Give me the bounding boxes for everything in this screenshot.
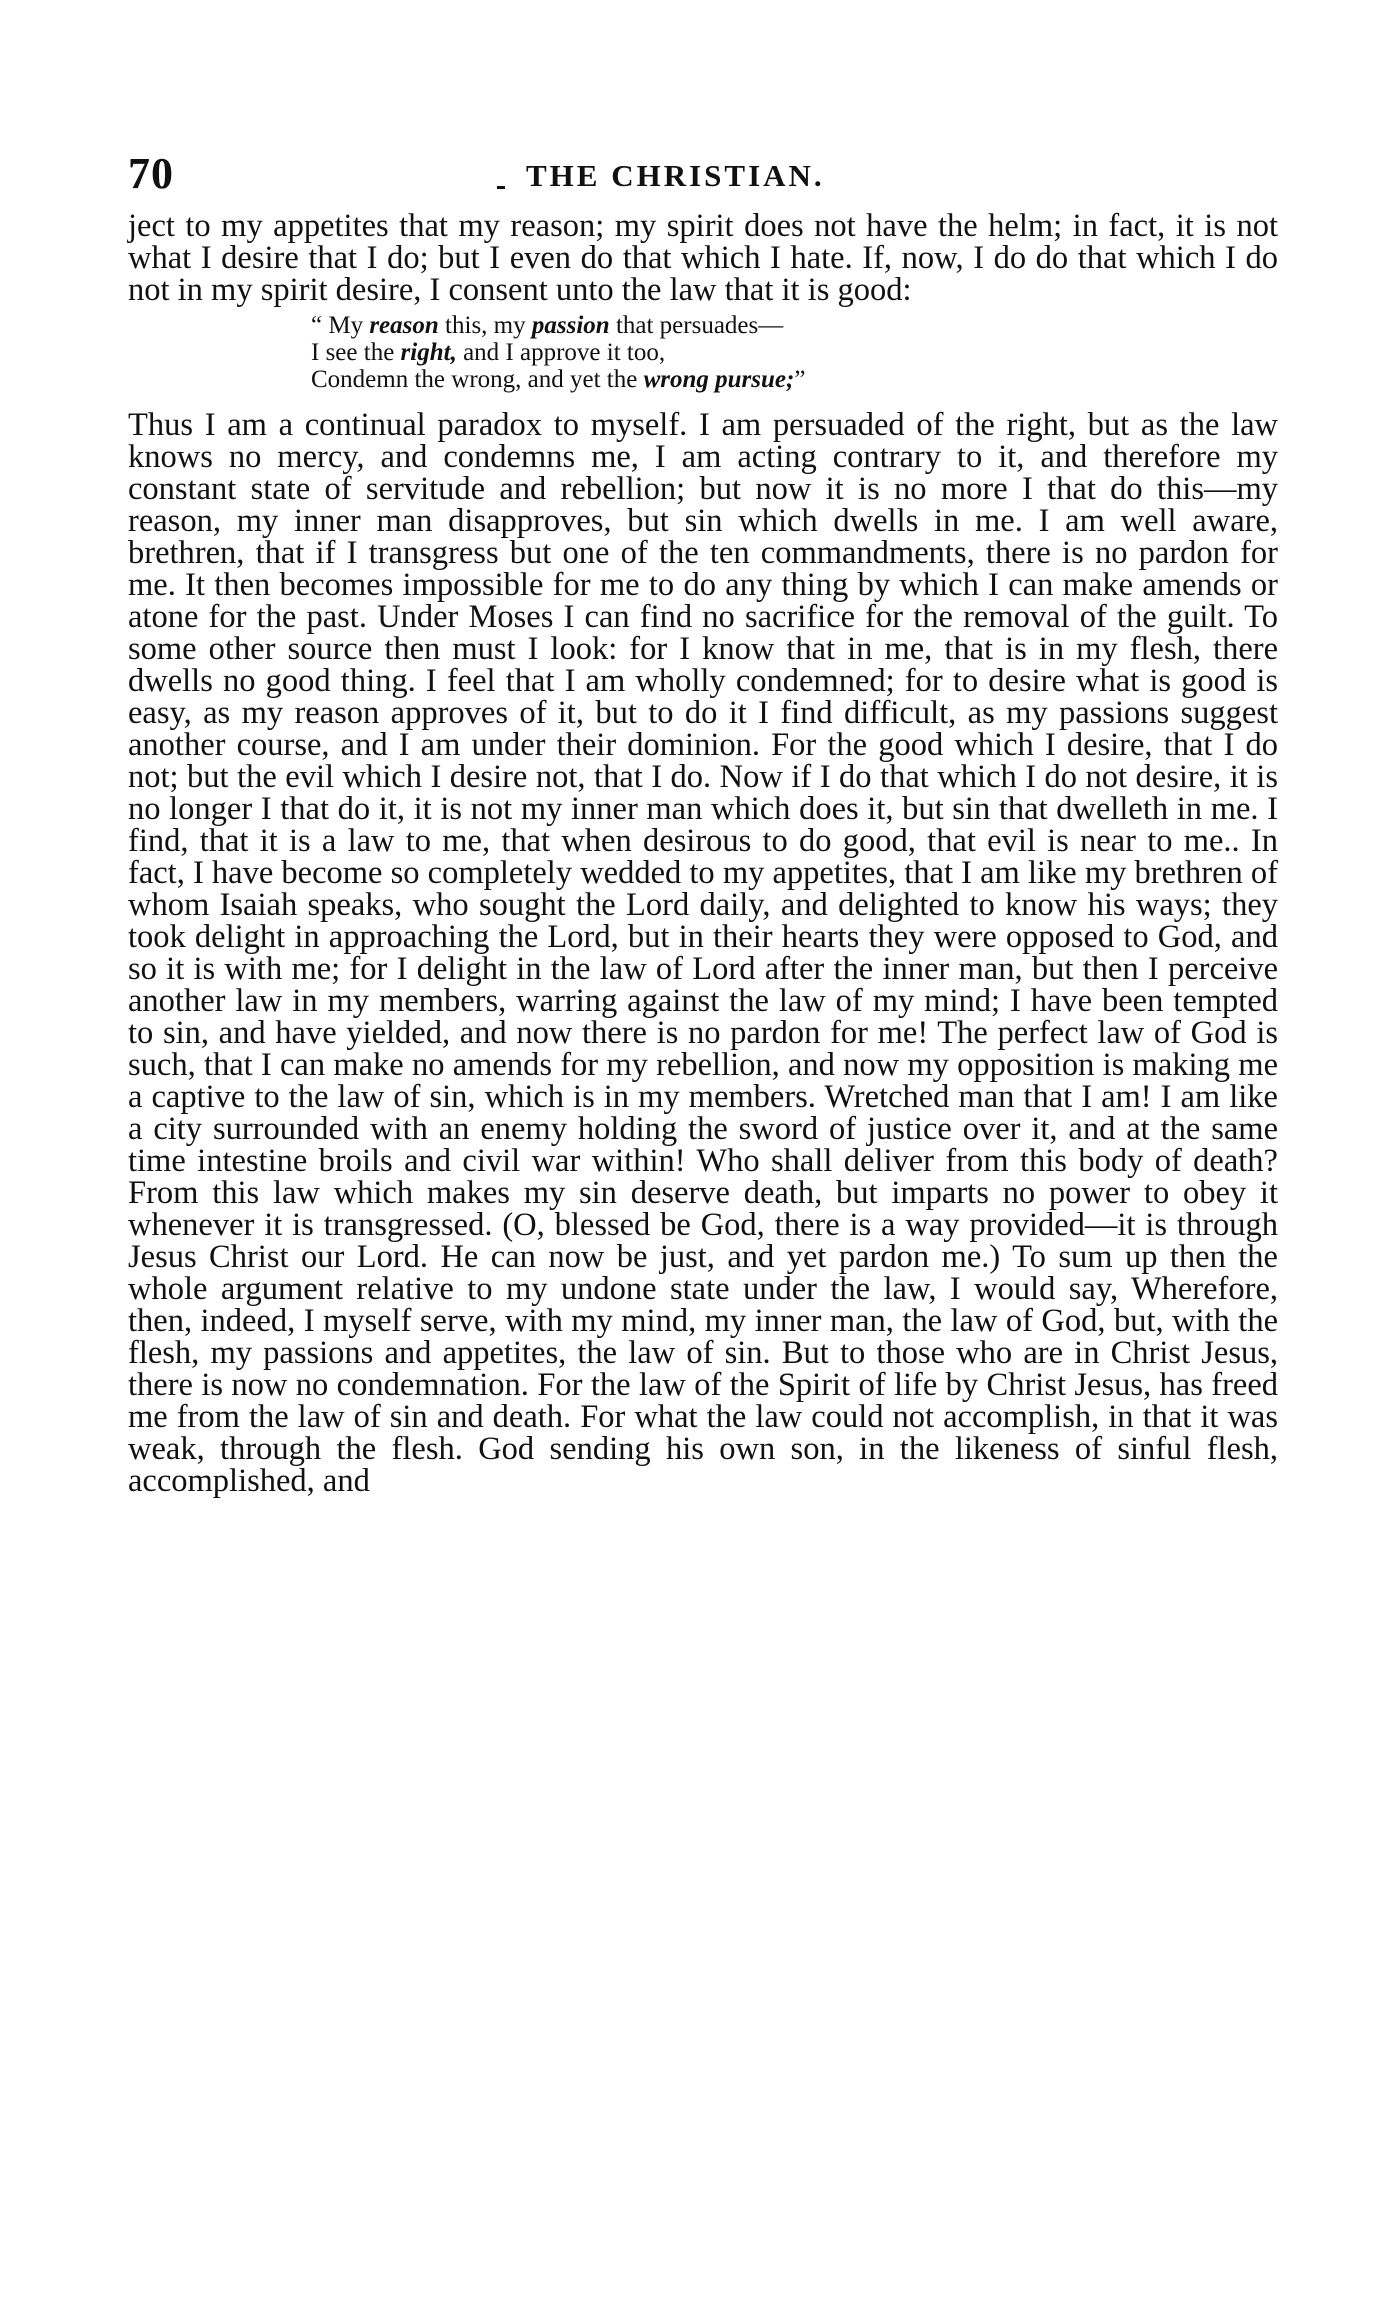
poem-line-1	[311, 312, 1278, 339]
paragraph-2: Thus I am a continual paradox to myself. I am persuaded of the right, but as the law knows no mercy, and condemns me, I am acting contrary to it, and therefore my constant state of servitude and rebellion; but now it is no more I that do this—my reason, my inner man disapproves, but sin which dwells in me. I am well aware, brethren, that if I transgress but one of the ten commandments, there is no pardon for me. It then becomes impossible for me to do any thing by which I can make amends or atone for the past. Under Moses I can find no sacrifice for the removal of the guilt. To some other source then must I look: for I know that in me, that is in my flesh, there dwells no good thing. I feel that I am wholly condemned; for to desire what is good is easy, as my reason approves of it, but to do it I find difficult, as my passions suggest another course, and I am under their dominion. For the good which I desire, that I do not; but the evil which I desire not, that I do. Now if I do that which I do not desire, it is no longer I that do it, it is not my inner man which does it, but sin that dwelleth in me. I find, that it is a law to me, that when desirous to do good, that evil is near to me.. In fact, I have become so completely wedded to my appetites, that I am like my brethren of whom Isaiah speaks, who sought the Lord daily, and delighted to know his ways; they took delight in approaching the Lord, but in their hearts they were opposed to God, and so it is with me; for I delight in the law of Lord after the inner man, but then I perceive another law in my members, warring against the law of my mind; I have been tempted to sin, and have yielded, and now there is no pardon for me! The perfect law of God is such, that I can make no amends for my rebellion, and now my opposition is making me a captive to the law of sin, which is in my members. Wretched man that I am! I am like a city surrounded with an enemy holding the sword of justice over it, and at the same time intestine broils and civil war within! Who shall deliver from this body of death? From this law which makes my sin deserve death, but imparts no power to obey it whenever it is transgressed. (O, blessed be God, there is a way provided—it is through Jesus Christ our Lord. He can now be just, and yet pardon me.) To sum up then the whole argument relative to my undone state under the law, I would say, Wherefore, then, indeed, I myself serve, with my mind, my inner man, the law of God, but, with the flesh, my passions and appetites, the law of sin. But to those who are in Christ Jesus, there is now no condemnation. For the law of the Spirit of life by Christ Jesus, has freed me from the law of sin and death. For what the law could not accomplish, in that it was weak, through the flesh. God sending his own son, in the likeness of sinful flesh, accomplished, and	[128, 407, 1278, 1499]
running-head: THE CHRISTIAN.	[526, 158, 825, 193]
poem-line-1-open: “ My	[311, 312, 370, 339]
poem-quotation	[311, 312, 1278, 393]
poem-line-2-end: and I approve it too,	[456, 339, 666, 366]
poem-line-2	[311, 339, 1278, 366]
header-dash	[497, 186, 505, 189]
poem-line-1-end: that persuades—	[609, 312, 784, 339]
poem-line-1-word-2: passion	[531, 312, 610, 339]
poem-line-3-start: Condemn the wrong, and yet the	[311, 366, 644, 393]
poem-line-3-word: wrong pursue;	[643, 366, 795, 393]
body-text	[128, 210, 1278, 1497]
page-header	[128, 148, 1278, 208]
poem-line-3	[311, 366, 1278, 393]
paragraph-1: ject to my appetites that my reason; my spirit does not have the helm; in fact, it is not what I desire that I do; but I even do that which I hate. If, now, I do do that which I do not in my spirit desire, I consent unto the law that it is good:	[128, 208, 1278, 308]
page-number: 70	[128, 149, 174, 198]
poem-line-3-end: ”	[794, 366, 806, 393]
poem-line-1-word-1: reason	[369, 312, 439, 339]
poem-line-1-mid: this, my	[438, 312, 532, 339]
poem-line-2-start: I see the	[311, 339, 401, 366]
poem-line-2-word: right,	[400, 339, 457, 366]
